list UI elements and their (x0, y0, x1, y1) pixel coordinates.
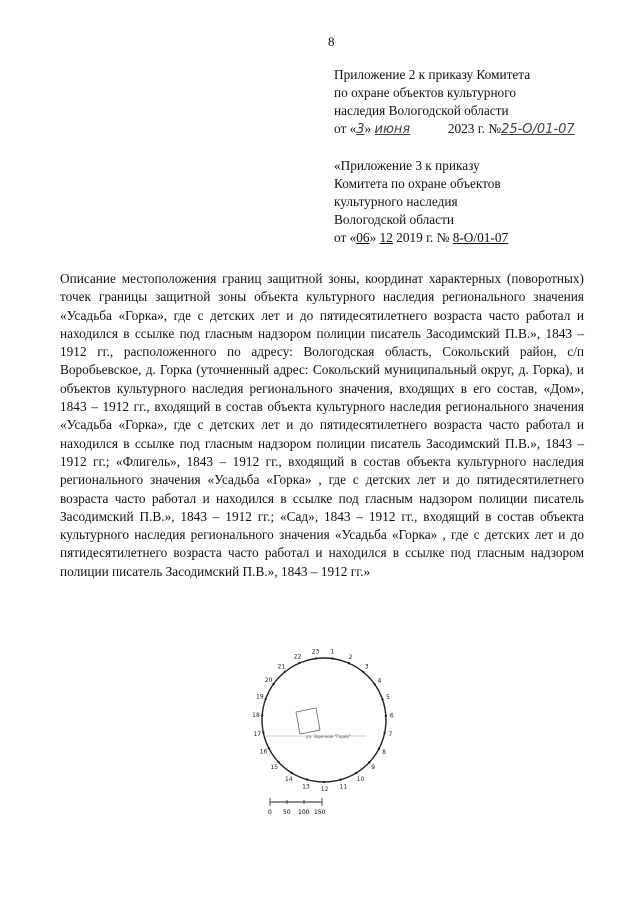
boundary-point (331, 657, 333, 659)
appendix-line: наследия Вологодской области (334, 103, 509, 118)
boundary-point (381, 698, 383, 700)
boundary-point (378, 747, 380, 749)
boundary-point-label: 12 (320, 785, 329, 793)
zone-description: Описание местоположения границ защитной зоны, координат характерных (поворотных) точек границы защитной зоны объекта культурного наследия регионального значения «Усадьба «Горка», где с детских лет и до пятидесятилетнего возраста часто работал и находился в ссылке под гласным надзором полиции писатель Засодимский П.В.», 1843 – 1912 гг., расположенного по адресу: Вологодская область, Сокольский район, с/п Воробьевское, д. Горка (уточненный адрес: Сокольский муниципальный округ, д. Горка), и объектов культурного наследия регионального значения, входящих в его состав, «Дом», 1843 – 1912 гг., входящий в состав объекта культурного наследия регионального значения «Усадьба «Горка», где с детских лет и до пятидесятилетнего возраста часто работал и находился в ссылке под гласным надзором полиции писатель Засодимский П.В.», 1843 – 1912 гг.; «Флигель», 1843 – 1912 гг., входящий в состав объекта культурного наследия регионального значения «Усадьба «Горка» , где с детских лет и до пятидесятилетнего возраста часто работал и находился в ссылке под гласным надзором полиции писатель Засодимский П.В.», 1843 – 1912 гг.; «Сад», 1843 – 1912 гг., входящий в состав объекта культурного наследия регионального значения «Усадьба «Горка» , где с детских лет и до пятидесятилетнего возраста часто работал и находился в ссылке под гласным надзором полиции писатель Засодимский П.В.», 1843 – 1912 гг.» (60, 271, 584, 579)
scale-label: 150 (314, 809, 326, 816)
boundary-point-label: 6 (389, 712, 394, 720)
date-prefix: от « (334, 230, 357, 245)
boundary-point (374, 683, 376, 685)
date-month: 12 (379, 230, 393, 245)
appendix-date-line (334, 120, 604, 139)
boundary-point (264, 698, 266, 700)
scale-bar (268, 798, 326, 816)
object-outline (296, 708, 320, 734)
boundary-point (362, 671, 364, 673)
boundary-point (348, 662, 350, 664)
boundary-point-label: 17 (253, 730, 262, 738)
boundary-point-label: 15 (270, 763, 279, 771)
boundary-point (323, 781, 325, 783)
date-year: 2023 г. № (447, 121, 502, 136)
boundary-point (385, 715, 387, 717)
date-mid: » (364, 121, 372, 136)
boundary-point-label: 16 (259, 748, 268, 756)
scale-label: 100 (298, 809, 310, 816)
boundary-point (290, 772, 292, 774)
date-year: 2019 г. № (396, 230, 450, 245)
date-prefix: от « (334, 121, 357, 136)
boundary-point (272, 683, 274, 685)
boundary-point-label: 1 (330, 648, 335, 656)
date-day: 3 (356, 122, 365, 137)
boundary-point (298, 662, 300, 664)
appendix-line: Вологодской области (334, 212, 455, 227)
boundary-point (355, 772, 357, 774)
boundary-point-label: 9 (371, 764, 376, 772)
boundary-point-label: 21 (277, 663, 286, 671)
appendix-line: культурного наследия (334, 194, 458, 209)
boundary-point (383, 732, 385, 734)
boundary-point-label: 4 (377, 677, 382, 685)
boundary-point-label: 10 (356, 776, 365, 784)
order-number: 25-О/01-07 (501, 122, 575, 137)
appendix-previous-header (334, 157, 604, 247)
boundary-point (339, 779, 341, 781)
boundary-point-label: 19 (256, 693, 264, 701)
boundary-point-label: 22 (293, 653, 302, 661)
boundary-point (368, 761, 370, 763)
boundary-point-label: 20 (264, 677, 273, 685)
boundary-point-label: 7 (388, 731, 393, 739)
appendix-line: Приложение 2 к приказу Комитета (334, 67, 531, 82)
appendix-date-line (334, 229, 604, 247)
boundary-point (284, 671, 286, 673)
appendix-line: «Приложение 3 к приказу (334, 158, 480, 173)
boundary-point-label: 14 (284, 775, 293, 783)
boundary-point-label: 8 (382, 748, 386, 756)
scale-label: 50 (283, 809, 291, 816)
appendix-current-header (334, 66, 604, 139)
boundary-point-label: 11 (339, 783, 348, 791)
boundary-points (252, 649, 394, 793)
boundary-point (315, 657, 317, 659)
boundary-point-label: 5 (386, 694, 390, 702)
boundary-map (236, 640, 416, 830)
boundary-point-label: 3 (364, 663, 369, 671)
date-month: июня (374, 122, 411, 137)
appendix-line: Комитета по охране объектов (334, 176, 501, 191)
date-day: 06 (356, 230, 370, 245)
date-mid: » (369, 230, 377, 245)
scale-label: 0 (268, 809, 272, 816)
object-label: ул. Заречная "Горка" (306, 734, 351, 739)
boundary-point-label: 18 (252, 712, 260, 720)
boundary-point (261, 714, 263, 716)
order-number: 8-О/01-07 (452, 230, 509, 245)
boundary-point-label: 23 (311, 648, 320, 656)
boundary-point-label: 2 (348, 653, 353, 661)
boundary-point (268, 747, 270, 749)
boundary-point (306, 778, 308, 780)
boundary-point (262, 731, 264, 733)
appendix-line: по охране объектов культурного (334, 85, 516, 100)
page-number: 8 (328, 34, 335, 49)
boundary-point-label: 13 (302, 783, 310, 791)
